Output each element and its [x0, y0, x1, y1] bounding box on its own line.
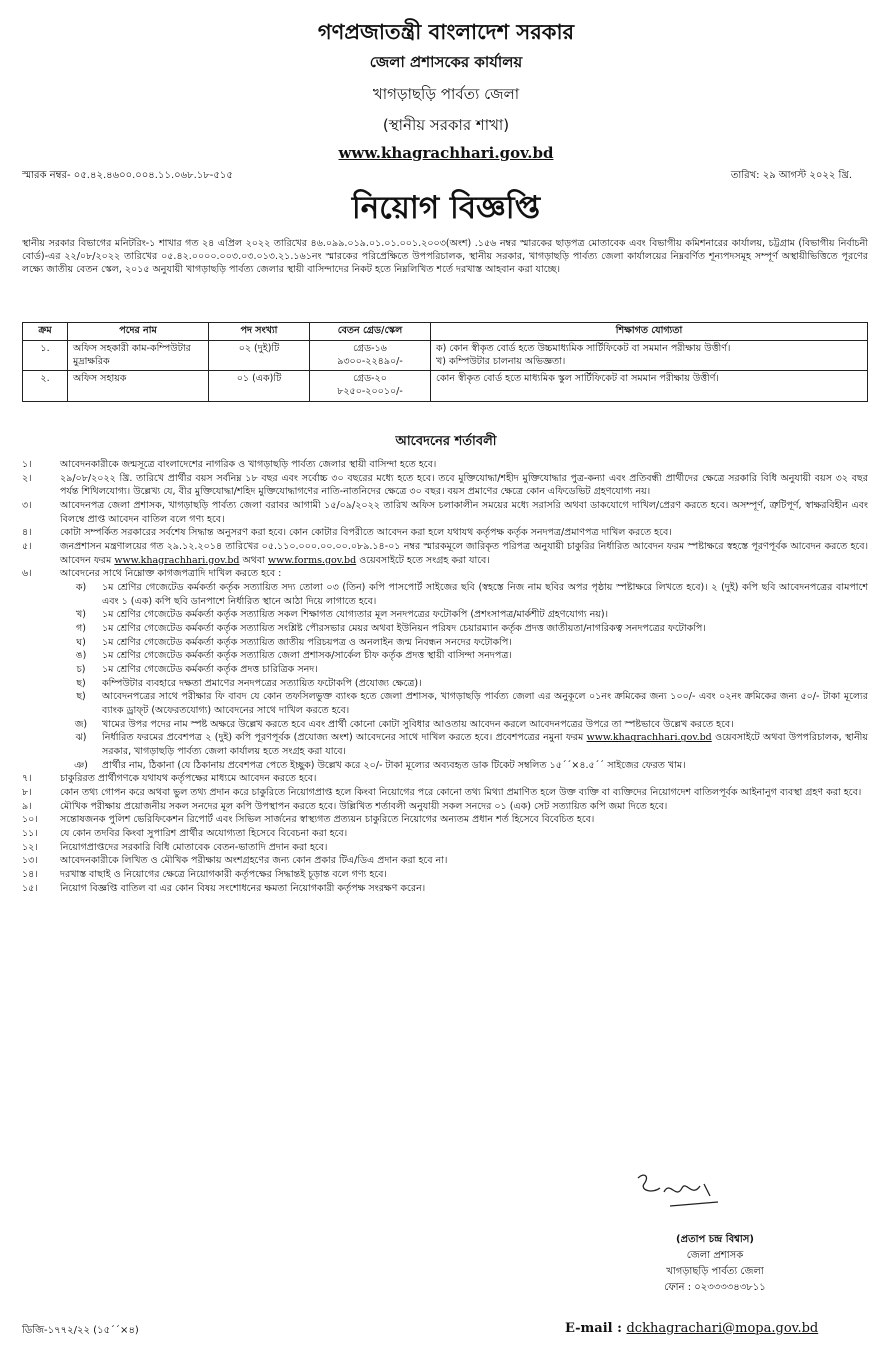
condition-item	[22, 567, 868, 581]
sub-item	[22, 649, 868, 663]
condition-text: আবেদনকারীকে লিখিত ও মৌখিক পরীক্ষায় অংশগ্রহণের জন্য কোন প্রকার টিএ/ডিএ প্রদান করা হবে না।	[60, 855, 448, 867]
pay-scale: ৯৩০০-২২৪৯০/-	[337, 355, 403, 367]
sub-item-text: কম্পিউটার ব্যবহারে দক্ষতা প্রমাণের সনদপত্রের সত্যায়িত ফটোকপি (প্রযোজ্য ক্ষেত্রে)।	[102, 677, 422, 689]
sub-item-text: আবেদনপত্রের সাথে পরীক্ষার ফি বাবদ যে কোন তফসিলভুক্ত ব্যাংক হতে জেলা প্রশাসক, খাগড়াছড়ি পার্বত্য জেলা এর অনুকূলে ০১নং ক্রমিকের জন্য ১০০/- এবং ০২নং ক্রমিকের জন্য ৫০/- টাকা মূল্যের ব্যাংক ড্রাফ্‌ট (অফেরতযোগ্য) আবেদনের সাথে দাখিল করতে হবে।	[102, 691, 868, 717]
memo-number: স্মারক নম্বর- ০৫.৪২.৪৬০০.০০৪.১১.০৬৮.১৮-৫১৫	[22, 170, 233, 181]
condition-text: সন্তোষজনক পুলিশ ভেরিফিকেশন রিপোর্ট এবং সিভিল সার্জনের স্বাস্থ্যগত প্রত্যয়ন চাকুরিতে নিয়োগের অন্যতম প্রধান শর্ত হিসেবে বিবেচিত হবে।	[60, 814, 595, 826]
condition-item	[22, 854, 868, 868]
condition-number: ১।	[22, 459, 32, 470]
sub-item	[22, 690, 868, 717]
condition-number: ৭।	[22, 773, 32, 785]
sub-item-text	[102, 731, 868, 758]
sub-item-number: ছ)	[76, 691, 86, 703]
table-header-row	[23, 323, 868, 341]
sub-item	[22, 622, 868, 636]
condition-text: দরখাস্ত বাছাই ও নিয়োগের ক্ষেত্রে নিয়োগকারী কর্তৃপক্ষের সিদ্ধান্তই চূড়ান্ত বলে গণ্য হবে।	[60, 869, 387, 881]
sub-item-number: ঘ)	[76, 636, 86, 648]
condition-number: ৫।	[22, 541, 32, 553]
qualification-line: খ) কম্পিউটার চালনায় অভিজ্ঞতা।	[436, 355, 566, 367]
condition-text: ২৯/০৮/২০২২ খ্রি. তারিখে প্রার্থীর বয়স সর্বনিম্ন ১৮ বছর এবং সর্বোচ্চ ৩০ বছরের মধ্যে হতে হবে। তবে মুক্তিযোদ্ধা/শহীদ মুক্তিযোদ্ধার পুত্র-কন্যা এবং প্রতিবন্ধী প্রার্থীদের ক্ষেত্রে সরকারি বিধি অনুযায়ী বয়স ৩২ বছর পর্যন্ত শিথিলযোগ্য। উল্লেখ্য যে, বীর মুক্তিযোদ্ধা/শহিদ মুক্তিযোদ্ধাগণের নাতি-নাতনিদের ক্ষেত্রে ৩০ বছর। বয়স প্রমাণের ক্ষেত্রে কোন এফিডেভিট গ্রহণযোগ্য নয়।	[60, 472, 868, 498]
header-branch: (স্থানীয় সরকার শাখা)	[382, 116, 510, 134]
header-district: খাগড়াছড়ি পার্বত্য জেলা	[372, 85, 520, 103]
sub-item-text: ১ম শ্রেণির গেজেটেড কর্মকর্তা কর্তৃক সত্যায়িত সদ্য তোলা ০৩ (তিন) কপি পাসপোর্ট সাইজের ছবি (স্বহস্তে নিজ নাম ছবির অপর পৃষ্ঠায় স্পষ্টাক্ষরে লিখতে হবে)। ২ (দুই) কপি ছবি আবেদনপত্রের বামপাশে এবং ১ (এক) কপি ছবি ডানপাশে নির্ধারিত স্থানে আঠা দিয়ে লাগাতে হবে।	[102, 582, 868, 607]
condition-item	[22, 526, 868, 540]
table-row	[23, 371, 868, 402]
condition-number: ১২।	[22, 841, 38, 853]
sub-item-number: গ)	[76, 623, 86, 635]
conditions-list	[22, 458, 868, 896]
cell-qualification	[431, 340, 868, 371]
condition-text-part: জনপ্রশাসন মন্ত্রণালয়ের গত ২৯.১২.২০১৪ তারিখের ০৫.১১০.০০০.০০.০০.০৮৯.১৪-০১ নম্বর স্মারকমূলে জারিকৃত পরিপত্র অনুযায়ী চাকুরির নির্ধারিত আবেদন ফরম স্পষ্টাক্ষরে স্বহস্তে পূরণপূর্বক আবেদন করতে হবে। আবেদন ফরম	[60, 541, 868, 566]
signature-block	[600, 1168, 830, 1296]
condition-item	[22, 540, 868, 567]
condition-item	[22, 458, 868, 472]
sub-item	[22, 663, 868, 677]
posts-table	[22, 322, 868, 402]
condition-number: ৩।	[22, 500, 32, 512]
email-label: E-mail :	[565, 1321, 622, 1336]
forms-website-link[interactable]: www.forms.gov.bd	[268, 554, 357, 566]
cell-pay-grade	[310, 340, 431, 371]
condition-number: ৮।	[22, 787, 32, 799]
signatory-phone: ফোন : ০২৩৩৩৩৪৩৮১১	[664, 1282, 766, 1293]
condition-text: নিয়োগ বিজ্ঞপ্তি বাতিল বা এর কোন বিষয় সংশোধনের ক্ষমতা নিয়োগকারী কর্তৃপক্ষ সংরক্ষণ করেন।	[60, 882, 426, 894]
sub-item-text: ১ম শ্রেণির গেজেটেড কর্মকর্তা কর্তৃক সত্যায়িত জেলা প্রশাসক/সার্কেল চীফ কর্তৃক প্রদত্ত স্থায়ী বাসিন্দা সনদপত্র।	[102, 650, 512, 662]
signatory-name: (প্রতাপ চন্দ্র বিশ্বাস)	[676, 1234, 754, 1245]
header-office: জেলা প্রশাসকের কার্যালয়	[369, 53, 523, 71]
qualification-line: ক) কোন স্বীকৃত বোর্ড হতে উচ্চমাধ্যমিক সার্টিফিকেট বা সমমান পরীক্ষায় উত্তীর্ণ।	[436, 342, 731, 354]
sub-item	[22, 731, 868, 758]
sub-item-number: খ)	[76, 609, 86, 621]
condition-text-part: অথবা	[242, 554, 265, 566]
condition-text: মৌখিক পরীক্ষায় প্রয়োজনীয় সকল সনদের মূল কপি উপস্থাপন করতে হবে। উল্লিখিত শর্তাবলী অনুযায়ী সকল সনদের ০১ (এক) সেট সত্যায়িত কপি জমা দিতে হবে।	[60, 800, 668, 812]
notice-date: তারিখ: ২৯ আগস্ট ২০২২ খ্রি.	[730, 170, 852, 181]
col-post-count: পদ সংখ্যা	[209, 323, 310, 341]
condition-item	[22, 868, 868, 882]
pay-scale: ৮২৫০-২০০১০/-	[337, 386, 403, 398]
condition-item	[22, 499, 868, 526]
condition-text: যে কোন তদবির কিংবা সুপারিশ প্রার্থীর অযোগ্যতা হিসেবে বিবেচনা করা হবে।	[60, 828, 348, 840]
cell-qualification	[431, 371, 868, 402]
sub-item	[22, 608, 868, 622]
grade-label: গ্রেড-১৬	[353, 342, 387, 354]
condition-number: ১০।	[22, 814, 38, 826]
condition-item	[22, 882, 868, 896]
cell-post-name: অফিস সহায়ক	[68, 371, 209, 402]
sub-item-number: চ)	[76, 664, 86, 676]
condition-item	[22, 472, 868, 499]
sub-item-text: ১ম শ্রেণির গেজেটেড কর্মকর্তা কর্তৃক প্রদত্ত চারিত্রিক সনদ।	[102, 664, 318, 676]
signatory-office: খাগড়াছড়ি পার্বত্য জেলা	[666, 1266, 764, 1277]
table-row	[23, 340, 868, 371]
condition-number: ৬।	[22, 568, 32, 580]
condition-text: কোন তথ্য গোপন করে অথবা ভুল তথ্য প্রদান করে চাকুরিতে নিয়োগপ্রাপ্ত হলে কিংবা নিয়োগের পরে কোনো তথ্য মিথ্যা প্রমাণিত হলে উক্ত ব্যক্তি বা ব্যক্তিদের নিয়োগদেশ বাতিলপূর্বক আইনানুগ ব্যবস্থা গ্রহণ করা হবে।	[60, 787, 862, 799]
sub-item-text: খামের উপর পদের নাম স্পষ্ট অক্ষরে উল্লেখ করতে হবে এবং প্রার্থী কোনো কোটা সুবিধার আওতায় আবেদন করলে আবেদনপত্রের উপরে তা স্পষ্টভাবে উল্লেখ করতে হবে।	[102, 718, 734, 730]
header-website-link[interactable]: www.khagrachhari.gov.bd	[338, 144, 554, 162]
cell-serial: ১.	[23, 340, 68, 371]
cell-pay-grade	[310, 371, 431, 402]
sub-item-number: ঞ)	[74, 759, 88, 771]
sub-item-number: ঙ)	[75, 650, 87, 662]
website-link[interactable]: www.khagrachhari.gov.bd	[114, 554, 240, 566]
sub-item	[22, 677, 868, 691]
sub-item-text: ১ম শ্রেণির গেজেটেড কর্মকর্তা কর্তৃক সত্যায়িত সকল শিক্ষাগত যোগ্যতার মূল সনদপত্রের ফটোকপি (প্রশংসাপত্র/মার্কশীট গ্রহণযোগ্য নয়)।	[102, 609, 608, 621]
col-pay-grade: বেতন গ্রেড/স্কেল	[310, 323, 431, 341]
sub-item	[22, 636, 868, 650]
condition-number: ১১।	[22, 828, 38, 840]
cell-post-count: ০১ (এক)টি	[209, 371, 310, 402]
website-link[interactable]: www.khagrachhari.gov.bd	[586, 732, 712, 744]
col-serial: ক্রম	[23, 323, 68, 341]
cell-post-name: অফিস সহকারী কাম-কম্পিউটার মুদ্রাক্ষরিক	[68, 340, 209, 371]
condition-number: ১৫।	[22, 882, 38, 894]
sub-item-number: ক)	[75, 582, 87, 594]
condition-number: ৪।	[22, 527, 32, 539]
sub-item-text: ১ম শ্রেণির গেজেটেড কর্মকর্তা কর্তৃক সত্যায়িত সংশ্লিষ্ট পৌরসভার মেয়র অথবা ইউনিয়ন পরিষদ চেয়ারম্যান কর্তৃক প্রদত্ত জাতীয়তা/নাগরিকত্ব সনদপত্রের ফটোকপি।	[102, 623, 706, 635]
condition-item	[22, 772, 868, 786]
print-code: ডিজি-১৭৭২/২২ (১৫´´×৪)	[22, 1325, 139, 1336]
sub-item-text: ১ম শ্রেণির গেজেটেড কর্মকর্তা কর্তৃক সত্যায়িত জাতীয় পরিচয়পত্র ও অনলাইন জন্ম নিবন্ধন সনদের ফটোকপি।	[102, 636, 512, 648]
condition-number: ৯।	[22, 800, 32, 812]
sub-item-number: ঝ)	[75, 732, 87, 744]
sub-item	[22, 759, 868, 773]
cell-post-count: ০২ (দুই)টি	[209, 340, 310, 371]
condition-number: ১৪।	[22, 869, 38, 881]
col-qualification: শিক্ষাগত যোগ্যতা	[431, 323, 868, 341]
grade-label: গ্রেড-২০	[353, 373, 387, 385]
notice-title: নিয়োগ বিজ্ঞপ্তি	[351, 190, 541, 226]
condition-text: কোটা সম্পর্কিত সরকারের সর্বশেষ সিদ্ধান্ত অনুসরণ করা হবে। কোন কোটার বিপরীতে আবেদন করা হলে যথাযথ কর্তৃপক্ষ কর্তৃক সনদপত্র/প্রমাণপত্র দাখিল করতে হবে।	[60, 527, 672, 539]
condition-text: নিয়োগপ্রাপ্তদের সরকারি বিধি মোতাবেক বেতন-ভাতাদি প্রদান করা হবে।	[60, 841, 328, 853]
condition-number: ২।	[22, 472, 32, 484]
condition-text: আবেদনের সাথে নিম্নোক্ত কাগজপত্রাদি দাখিল করতে হবে :	[60, 568, 282, 580]
sub-item	[22, 718, 868, 732]
sub-item-text: প্রার্থীর নাম, ঠিকানা (যে ঠিকানায় প্রবেশপত্র পেতে ইচ্ছুক) উল্লেখ করে ২০/- টাকা মূল্যের অব্যবহৃত ডাক টিকেট সম্বলিত ১৫´´×৪.৫´´ সাইজের ফেরত খাম।	[102, 759, 686, 771]
cell-serial: ২.	[23, 371, 68, 402]
sub-item-number: জ)	[74, 718, 88, 730]
signatory-designation: জেলা প্রশাসক	[686, 1250, 744, 1261]
intro-paragraph: স্থানীয় সরকার বিভাগের মনিটরিং-১ শাখার গত ২৪ এপ্রিল ২০২২ তারিখের ৪৬.০৯৯.০১৯.০১.০১.০০১.২০০৩(অংশ) .১৫৬ নম্বর স্মারকের ছাড়পত্র মোতাবেক এবং বিভাগীয় কমিশনারের কার্যালয়, চট্টগ্রাম (বিভাগীয় নির্বাচনী বোর্ড)-এর ২২/০৮/২০২২ তারিখের ০৫.৪২.০০০০.০০৩.০৩.০১৩.২১.১৬১নং স্মারকের পরিপ্রেক্ষিতে উপপরিচালক, স্থানীয় সরকার, খাগড়াছড়ি পার্বত্য জেলা কার্যালয়ের নিম্নবর্ণিত শূন্যপদসমূহ সম্পূর্ণ অস্থায়ীভিত্তিতে পূরণের লক্ষ্যে জাতীয় বেতন স্কেল, ২০১৫ অনুযায়ী খাগড়াছড়ি পার্বত্য জেলার স্থায়ী বাসিন্দাদের নিকট হতে নিম্নলিখিত শর্তে দরখাস্ত আহবান করা যাচ্ছে।	[22, 238, 868, 276]
col-post-name: পদের নাম	[68, 323, 209, 341]
condition-text: আবেদনপত্র জেলা প্রশাসক, খাগড়াছড়ি পার্বত্য জেলা বরাবর আগামী ১৫/০৯/২০২২ তারিখ অফিস চলাকালীন সময়ের মধ্যে সরাসরি অথবা ডাকযোগে দাখিল/প্রেরণ করতে হবে। অসম্পূর্ণ, ত্রুটিপূর্ণ, স্বাক্ষরবিহীন এবং বিলম্বে প্রাপ্ত আবেদন বাতিল বলে গণ্য হবে।	[60, 500, 868, 525]
condition-item	[22, 786, 868, 800]
condition-number: ১৩।	[22, 855, 38, 867]
condition-item	[22, 813, 868, 827]
condition-item	[22, 800, 868, 814]
condition-text: চাকুরিরত প্রার্থীগণকে যথাযথ কর্তৃপক্ষের মাধ্যমে আবেদন করতে হবে।	[60, 773, 317, 785]
sub-item-text-part: ওয়েবসাইটে অথবা উপপরিচালক, স্থানীয় সরকার, খাগড়াছড়ি পার্বত্য জেলা কার্যালয় হতে সংগ্রহ করা যাবে।	[102, 732, 868, 758]
qualification-line: কোন স্বীকৃত বোর্ড হতে মাধ্যমিক স্কুল সার্টিফিকেট বা সমমান পরীক্ষায় উত্তীর্ণ।	[436, 373, 719, 385]
condition-item	[22, 841, 868, 855]
email-link[interactable]: dckhagrachari@mopa.gov.bd	[626, 1321, 819, 1336]
condition-text-part: ওয়েবসাইটে হতে সংগ্রহ করা যাবে।	[359, 554, 490, 566]
sub-item	[22, 581, 868, 608]
sub-item-text-part: নির্ধারিত ফরমের প্রবেশপত্র ২ (দুই) কপি পূরণপূর্বক (প্রযোজ্য অংশ) আবেদনের সাথে দাখিল করতে হবে। প্রবেশপত্রের নমুনা ফরম	[102, 732, 584, 744]
condition-text: আবেদনকারীকে জন্মসূত্রে বাংলাদেশের নাগরিক ও খাগড়াছড়ি পার্বত্য জেলার স্থায়ী বাসিন্দা হতে হবে।	[60, 459, 437, 470]
conditions-title: আবেদনের শর্তাবলী	[395, 434, 497, 449]
condition-text	[60, 540, 868, 567]
email-line	[565, 1320, 818, 1338]
header-government: গণপ্রজাতন্ত্রী বাংলাদেশ সরকার	[317, 20, 575, 44]
condition-item	[22, 827, 868, 841]
sub-item-number: ছ)	[76, 677, 86, 689]
